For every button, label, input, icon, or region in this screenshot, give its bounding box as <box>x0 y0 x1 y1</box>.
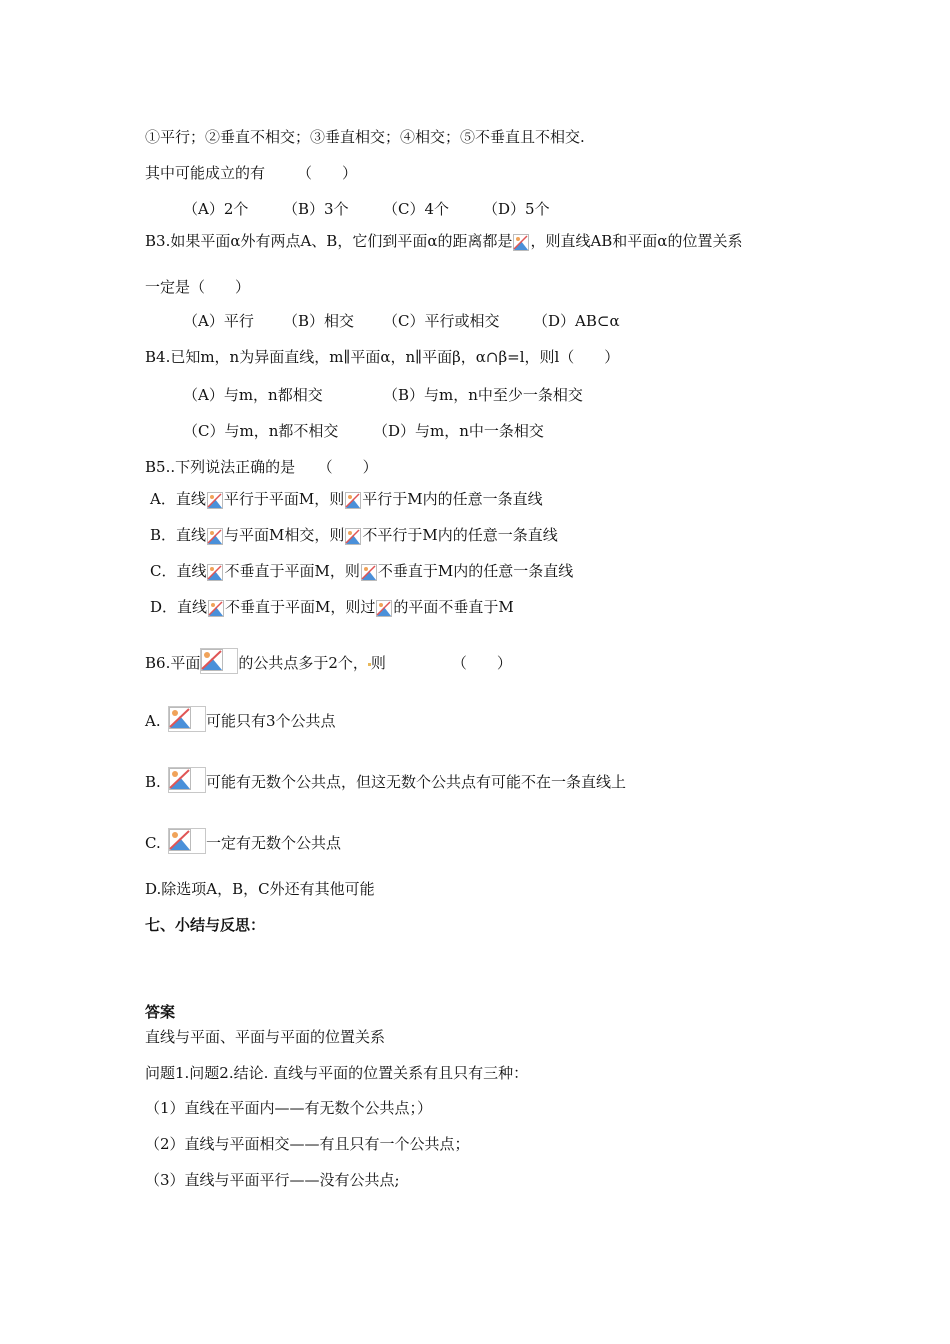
b5-b-part1: B．直线 <box>150 526 207 544</box>
b4-options-row2 <box>183 420 544 442</box>
broken-image-icon <box>207 492 223 509</box>
b4-option-c: （C）与m，n都不相交 <box>183 422 339 440</box>
b3-option-a: （A）平行 <box>183 312 254 330</box>
answers-subtitle: 直线与平面、平面与平面的位置关系 <box>145 1028 386 1046</box>
broken-image-icon <box>345 528 361 545</box>
answer-paren: （ ） <box>297 164 358 182</box>
b3-option-c: （C）平行或相交 <box>383 312 500 330</box>
option-b: （B）3个 <box>283 200 349 218</box>
b5-d-part2: 不垂直于平面M，则过 <box>225 598 376 616</box>
b6-question <box>145 648 512 670</box>
answers-line-1: 问题1.问题2.结论. 直线与平面的位置关系有且只有三种： <box>145 1064 529 1082</box>
b5-option-a <box>150 488 543 510</box>
b3-options <box>183 310 620 332</box>
answers-line-3: （2）直线与平面相交——有且只有一个公共点； <box>145 1135 470 1153</box>
b4-option-a: （A）与m，n都相交 <box>183 386 323 404</box>
section-summary-heading: 七、小结与反思： <box>145 916 266 934</box>
option-d: （D）5个 <box>483 200 550 218</box>
broken-image-icon <box>207 528 223 545</box>
b4-options-row1 <box>183 384 583 406</box>
broken-image-icon <box>168 767 206 793</box>
b6-c-text: 一定有无数个公共点 <box>206 834 342 852</box>
broken-image-icon <box>208 600 224 617</box>
possible-line <box>145 162 357 184</box>
b3-option-d: （D）AB⊂α <box>533 312 620 330</box>
b6-option-b <box>145 767 626 795</box>
broken-image-icon <box>361 564 377 581</box>
b3-question <box>145 230 742 252</box>
b6-c-label: C. <box>145 834 161 852</box>
broken-image-icon <box>168 706 206 732</box>
b6-a-label: A. <box>145 712 161 730</box>
broken-image-icon <box>207 564 223 581</box>
b5-d-part3: 的平面不垂直于M <box>393 598 514 616</box>
relations-text: ①平行；②垂直不相交；③垂直相交；④相交；⑤不垂直且不相交. <box>145 128 585 146</box>
b5-c-part1: C．直线 <box>150 562 207 580</box>
option-c: （C）4个 <box>383 200 450 218</box>
b5-d-part1: D．直线 <box>150 598 208 616</box>
b6-a-text: 可能只有3个公共点 <box>206 712 336 730</box>
b5-b-part2: 与平面M相交，则 <box>224 526 345 544</box>
answers-line-4: （3）直线与平面平行——没有公共点; <box>145 1171 400 1189</box>
b5-option-d <box>150 596 514 618</box>
option-a: （A）2个 <box>183 200 249 218</box>
b6-option-d: D.除选项A，B，C外还有其他可能 <box>145 880 375 898</box>
b3-text-a: B3.如果平面α外有两点A、B，它们到平面α的距离都是 <box>145 232 513 250</box>
broken-image-icon <box>345 492 361 509</box>
b5-b-part3: 不平行于M内的任意一条直线 <box>362 526 558 544</box>
b3-text-b: ，则直线AB和平面α的位置关系 <box>530 232 743 250</box>
answers-line-2: （1）直线在平面内——有无数个公共点；） <box>145 1099 433 1117</box>
broken-image-icon <box>513 234 529 251</box>
b3-option-b: （B）相交 <box>283 312 355 330</box>
b4-question: B4.已知m，n为异面直线，m∥平面α，n∥平面β，α∩β=l，则l（ ） <box>145 348 620 366</box>
answers-heading: 答案 <box>145 1003 176 1021</box>
b4-option-b: （B）与m，n中至少一条相交 <box>383 386 583 404</box>
b5-c-part2: 不垂直于平面M，则 <box>224 562 360 580</box>
broken-image-icon <box>168 828 206 854</box>
b3-cont: 一定是（ ） <box>145 278 251 296</box>
b6-b-text: 可能有无数个公共点，但这无数个公共点有可能不在一条直线上 <box>206 773 627 791</box>
broken-image-icon <box>200 648 238 674</box>
b5-a-part2: 平行于平面M，则 <box>223 490 345 508</box>
b5-a-part3: 平行于M内的任意一条直线 <box>362 490 543 508</box>
b5-option-b <box>150 524 558 546</box>
b4-option-d: （D）与m，n中一条相交 <box>373 422 544 440</box>
b6-option-a <box>145 706 336 734</box>
b6-text-b: 的公共点多于2个， <box>238 654 368 672</box>
b6-b-label: B. <box>145 773 161 791</box>
b6-option-c <box>145 828 341 856</box>
b6-text-a: B6.平面 <box>145 654 201 672</box>
possible-text: 其中可能成立的有 <box>145 164 266 182</box>
b6-paren: （ ） <box>451 654 512 672</box>
broken-image-icon <box>376 600 392 617</box>
b5-question: B5..下列说法正确的是 （ ） <box>145 458 378 476</box>
b5-a-part1: A．直线 <box>150 490 206 508</box>
intro-options <box>183 198 550 220</box>
b6-text-c: 则 <box>370 654 386 672</box>
b5-option-c <box>150 560 573 582</box>
b5-c-part3: 不垂直于M内的任意一条直线 <box>377 562 574 580</box>
